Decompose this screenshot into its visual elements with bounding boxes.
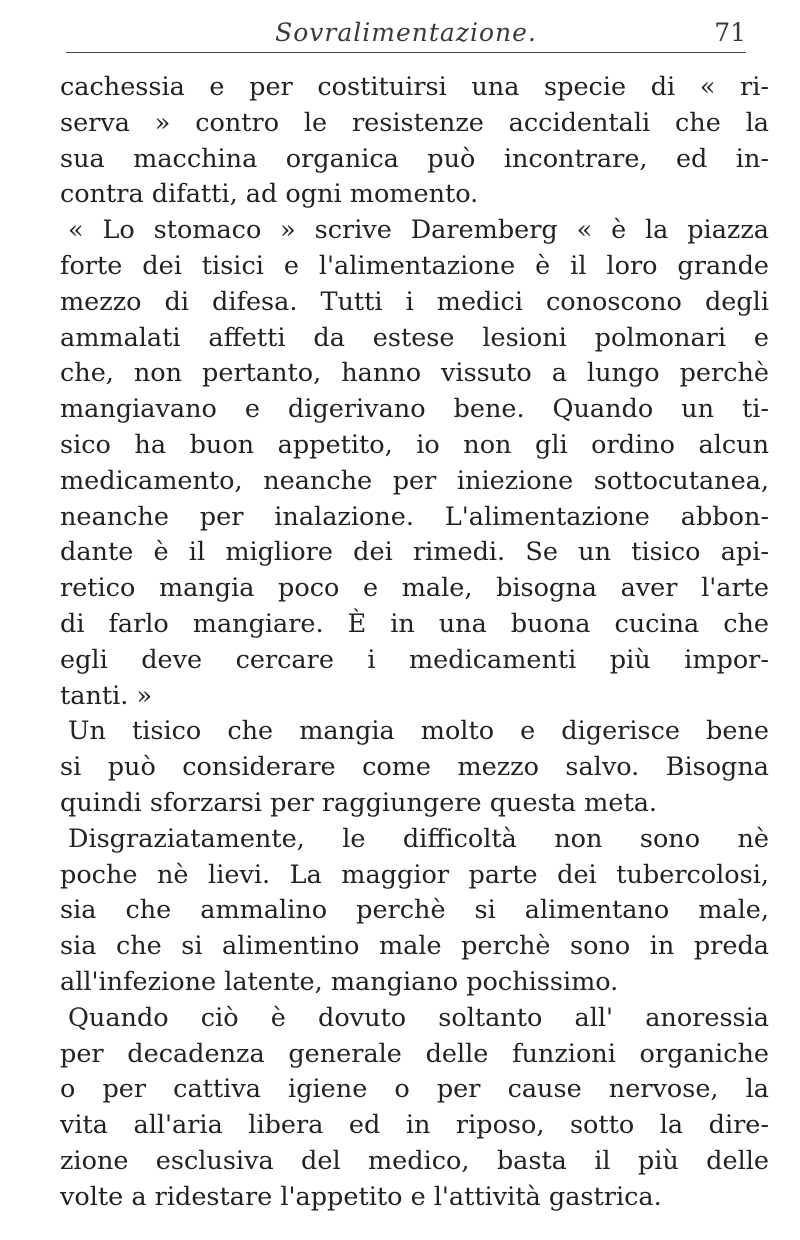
text-line: retico mangia poco e male, bisogna aver l'arte — [60, 573, 769, 604]
text-line: « Lo stomaco » scrive Daremberg « è la piazza — [68, 215, 769, 246]
text-line: Quando ciò è dovuto soltanto all' anoressia — [68, 1002, 769, 1033]
running-title: Sovralimentazione. — [275, 18, 537, 47]
text-line: Un tisico che mangia molto e digerisce bene — [68, 716, 769, 747]
text-line: zione esclusiva del medico, basta il più delle — [60, 1145, 769, 1176]
text-line: Disgraziatamente, le difficoltà non sono nè — [68, 823, 769, 854]
text-line: cachessia e per costituirsi una specie di « ri- — [60, 72, 769, 102]
text-line: dante è il migliore dei rimedi. Se un tisico api- — [60, 537, 769, 568]
text-line: vita all'aria libera ed in riposo, sotto la dire- — [60, 1110, 769, 1141]
text-line: mezzo di difesa. Tutti i medici conoscono degli — [60, 286, 769, 317]
text-line: egli deve cercare i medicamenti più impor- — [60, 644, 769, 675]
page-number: 71 — [714, 18, 746, 47]
text-line: si può considerare come mezzo salvo. Bisogna — [60, 752, 769, 783]
text-line: contra difatti, ad ogni momento. — [60, 179, 479, 210]
text-line: che, non pertanto, hanno vissuto a lungo perchè — [60, 358, 769, 389]
text-line: sua macchina organica può incontrare, ed in- — [60, 143, 769, 174]
text-line: tanti. » — [60, 680, 153, 711]
text-line: di farlo mangiare. È in una buona cucina che — [60, 608, 769, 639]
text-line: sico ha buon appetito, io non gli ordino alcun — [60, 429, 769, 460]
text-line: ammalati affetti da estese lesioni polmonari e — [60, 322, 769, 353]
text-line: medicamento, neanche per iniezione sottocutanea, — [60, 465, 769, 496]
text-line: poche nè lievi. La maggior parte dei tubercolosi, — [60, 859, 769, 890]
text-line: per decadenza generale delle funzioni organiche — [60, 1038, 769, 1069]
text-line: sia che ammalino perchè si alimentano male, — [60, 895, 769, 926]
text-line: neanche per inalazione. L'alimentazione abbon- — [60, 501, 769, 532]
page-header — [66, 16, 746, 53]
body-text — [60, 70, 769, 1216]
text-line: all'infezione latente, mangiano pochissimo. — [60, 966, 619, 997]
text-line: serva » contro le resistenze accidentali che la — [60, 107, 769, 138]
text-line: mangiavano e digerivano bene. Quando un ti- — [60, 394, 769, 425]
text-line: quindi sforzarsi per raggiungere questa meta. — [60, 787, 658, 818]
text-line: sia che si alimentino male perchè sono in preda — [60, 931, 769, 962]
text-line: forte dei tisici e l'alimentazione è il loro grande — [60, 250, 769, 281]
text-line: volte a ridestare l'appetito e l'attività gastrica. — [60, 1181, 662, 1212]
text-line: o per cattiva igiene o per cause nervose, la — [60, 1074, 769, 1105]
